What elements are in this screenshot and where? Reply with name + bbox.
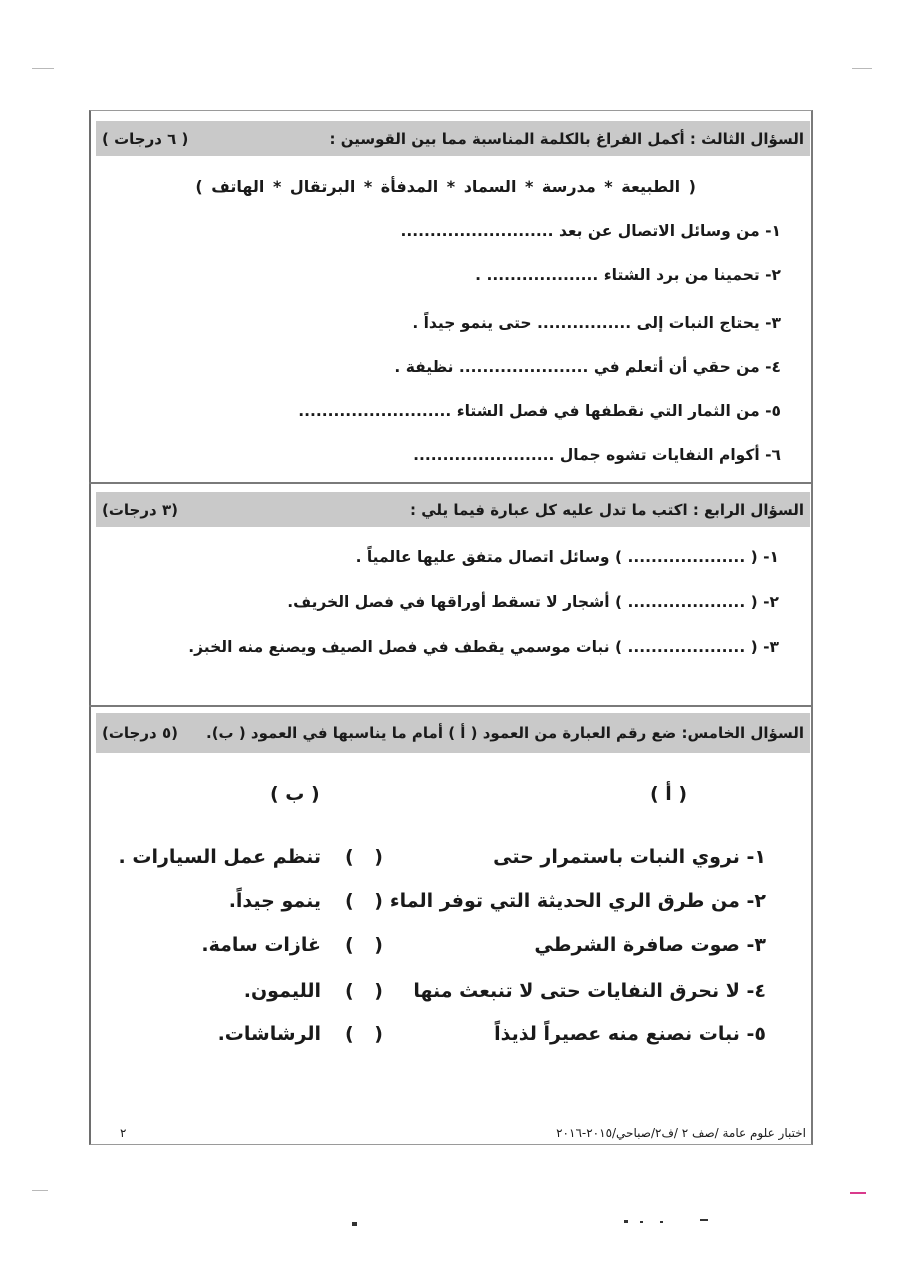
q3-item-4: ٤- من حقي أن أتعلم في ...................... نظيفة . <box>394 358 781 376</box>
q3-word-bank: ( الطبيعة * مدرسة * السماد * المدفأة * البرتقال * الهاتف ) <box>195 177 696 196</box>
q4-item-3: ٣- ( .................... ) نبات موسمي يقطف في فصل الصيف ويصنع منه الخبز. <box>188 638 779 656</box>
q4-item-2: ٢- ( .................... ) أشجار لا تسقط أوراقها في فصل الخريف. <box>287 593 779 611</box>
crop-mark <box>32 68 54 69</box>
scan-speck <box>640 1221 643 1223</box>
q5-marks: (٥ درجات) <box>102 724 178 742</box>
q4-title: السؤال الرابع : اكتب ما تدل عليه كل عبارة فيما يلي : <box>409 500 804 519</box>
crop-mark <box>850 1192 866 1194</box>
column-a-item-1: ١- نروي النبات باستمرار حتى <box>493 846 766 868</box>
column-a-item-5: ٥- نبات نصنع منه عصيراً لذيذاً <box>494 1023 766 1045</box>
q4-marks: (٣ درجات) <box>102 500 178 519</box>
answer-blank-5: ( ) <box>345 1023 383 1045</box>
scan-speck <box>700 1219 708 1221</box>
q3-marks: ( ٦ درجات ) <box>102 129 189 148</box>
scan-speck <box>352 1222 357 1226</box>
q3-title: السؤال الثالث : أكمل الفراغ بالكلمة المناسبة مما بين القوسين : <box>329 129 804 148</box>
q3-item-1: ١- من وسائل الاتصال عن بعد .......................... <box>400 222 781 240</box>
answer-blank-3: ( ) <box>345 934 383 956</box>
footer-exam-info: اختبار علوم عامة /صف ٢ /ف٢/صباحي/٢٠١٥-٢٠١٦ <box>556 1126 806 1140</box>
column-a-item-3: ٣- صوت صافرة الشرطي <box>534 934 766 956</box>
crop-mark <box>852 68 872 69</box>
column-b-item-2: ينمو جيداً. <box>228 890 321 912</box>
column-b-header: ( ب ) <box>270 783 320 805</box>
column-a-item-4: ٤- لا نحرق النفايات حتى لا تنبعث منها <box>413 980 766 1002</box>
scan-speck <box>660 1221 663 1223</box>
q3-header-band <box>96 121 810 156</box>
column-a-header: ( أ ) <box>650 783 688 805</box>
q5-title: السؤال الخامس: ضع رقم العبارة من العمود ( أ ) أمام ما يناسبها في العمود ( ب). <box>206 724 804 742</box>
section-divider <box>89 482 813 484</box>
section-divider <box>89 705 813 707</box>
column-a-item-2: ٢- من طرق الري الحديثة التي توفر الماء <box>389 890 766 912</box>
q4-item-1: ١- ( .................... ) وسائل اتصال متفق عليها عالمياً . <box>355 548 779 566</box>
crop-mark <box>32 1190 48 1191</box>
q5-header-band <box>96 713 810 753</box>
q3-item-2: ٢- تحمينا من برد الشتاء ................... . <box>475 266 781 284</box>
page-number: ٢ <box>120 1126 127 1140</box>
scan-speck <box>624 1220 628 1223</box>
answer-blank-4: ( ) <box>345 980 383 1002</box>
column-b-item-5: الرشاشات. <box>217 1023 321 1045</box>
q4-header-band <box>96 492 810 527</box>
answer-blank-1: ( ) <box>345 846 383 868</box>
q3-item-3: ٣- يحتاج النبات إلى ................ حتى ينمو جيداً . <box>412 314 781 332</box>
q3-item-6: ٦- أكوام النفايات تشوه جمال ........................ <box>413 446 781 464</box>
column-b-item-1: تنظم عمل السيارات . <box>118 846 321 868</box>
column-b-item-3: غازات سامة. <box>201 934 321 956</box>
column-b-item-4: الليمون. <box>243 980 321 1002</box>
answer-blank-2: ( ) <box>345 890 383 912</box>
q3-item-5: ٥- من الثمار التي نقطفها في فصل الشتاء .......................... <box>298 402 781 420</box>
